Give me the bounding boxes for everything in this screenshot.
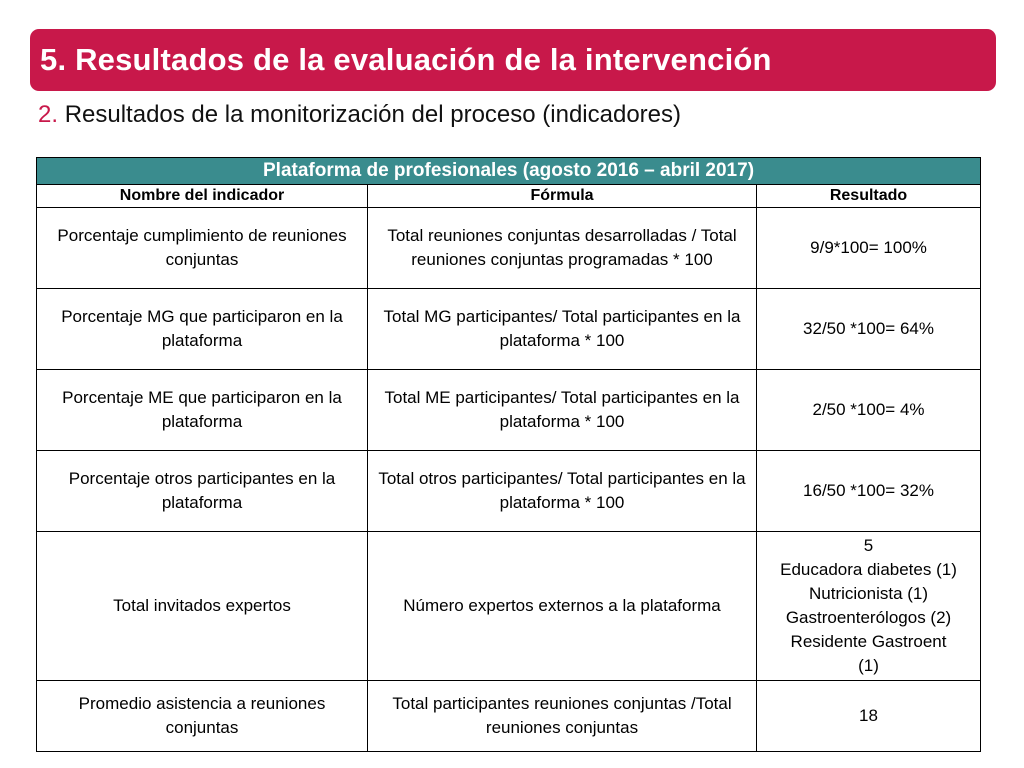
indicator-cell: Promedio asistencia a reuniones conjuntas: [37, 681, 368, 752]
slide-title: 5. Resultados de la evaluación de la intervención: [40, 42, 772, 77]
indicators-table: [36, 157, 981, 752]
formula-cell: Total participantes reuniones conjuntas /Total reuniones conjuntas: [368, 681, 757, 752]
formula-cell: Número expertos externos a la plataforma: [368, 532, 757, 681]
indicator-cell: Porcentaje otros participantes en la plataforma: [37, 451, 368, 532]
column-header-indicator: Nombre del indicador: [37, 185, 368, 208]
result-line: Residente Gastroent: [790, 632, 947, 651]
table-title-row: [37, 158, 981, 185]
indicator-cell: Porcentaje ME que participaron en la plataforma: [37, 370, 368, 451]
result-cell: 9/9*100= 100%: [757, 208, 981, 289]
formula-cell: Total ME participantes/ Total participantes en la plataforma * 100: [368, 370, 757, 451]
result-line: Educadora diabetes (1): [780, 560, 957, 579]
indicator-cell: Total invitados expertos: [37, 532, 368, 681]
table-row: [37, 451, 981, 532]
indicator-cell: Porcentaje MG que participaron en la plataforma: [37, 289, 368, 370]
subtitle-number: 2.: [38, 101, 59, 128]
table-row: [37, 532, 981, 681]
table-row: [37, 208, 981, 289]
result-cell: 32/50 *100= 64%: [757, 289, 981, 370]
title-bar: [30, 29, 996, 91]
table-row: [37, 289, 981, 370]
result-cell: [757, 532, 981, 681]
result-cell: 16/50 *100= 32%: [757, 451, 981, 532]
table-title: Plataforma de profesionales (agosto 2016 – abril 2017): [37, 158, 981, 185]
formula-cell: Total otros participantes/ Total participantes en la plataforma * 100: [368, 451, 757, 532]
table-row: [37, 370, 981, 451]
table-row: [37, 681, 981, 752]
result-line: Gastroenterólogos (2): [785, 608, 952, 627]
slide-subtitle: [38, 101, 681, 129]
result-line: Nutricionista (1): [808, 584, 929, 603]
indicator-cell: Porcentaje cumplimiento de reuniones conjuntas: [37, 208, 368, 289]
result-cell: 18: [757, 681, 981, 752]
table-header-row: [37, 185, 981, 208]
formula-cell: Total MG participantes/ Total participantes en la plataforma * 100: [368, 289, 757, 370]
column-header-formula: Fórmula: [368, 185, 757, 208]
result-line: 5: [863, 536, 874, 555]
formula-cell: Total reuniones conjuntas desarrolladas / Total reuniones conjuntas programadas * 100: [368, 208, 757, 289]
column-header-result: Resultado: [757, 185, 981, 208]
result-line: (1): [858, 656, 879, 675]
subtitle-text: Resultados de la monitorización del proceso (indicadores): [64, 101, 682, 128]
result-cell: 2/50 *100= 4%: [757, 370, 981, 451]
